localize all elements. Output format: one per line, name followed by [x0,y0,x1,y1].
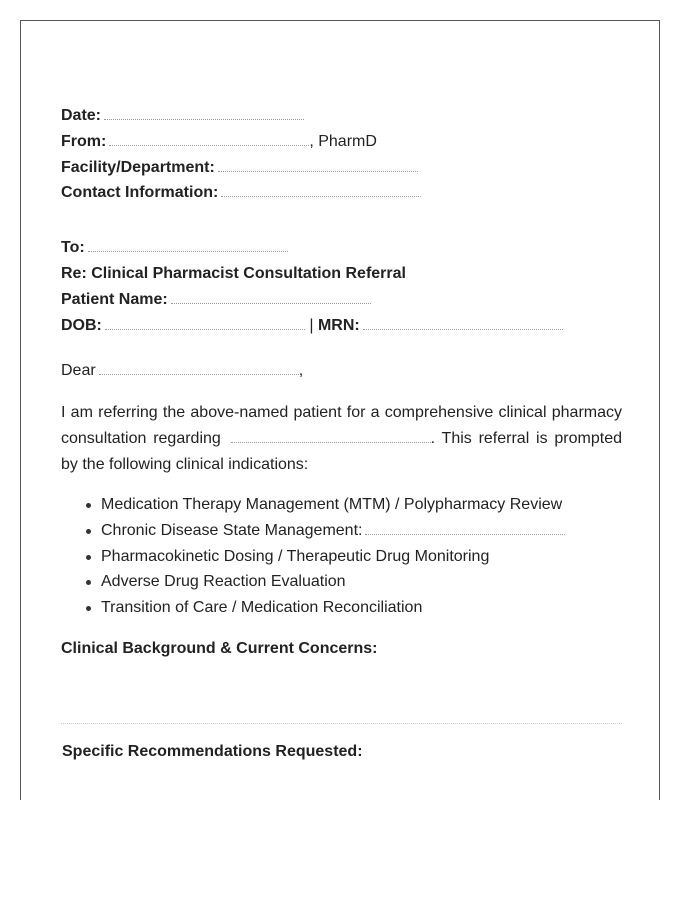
re-line: Re: Clinical Pharmacist Consultation Referral [61,264,406,282]
to-blank[interactable] [88,237,288,252]
consultation-reason-blank[interactable] [231,428,431,443]
bullet-icon [86,555,91,560]
from-line [61,129,622,155]
dob-mrn-line [61,313,622,339]
date-line [61,103,622,129]
background-heading: Clinical Background & Current Concerns: [61,639,378,657]
patient-name-line [61,287,622,313]
list-item [61,595,622,621]
indication-text: Transition of Care / Medication Reconciliation [101,598,423,616]
date-blank[interactable] [104,105,304,120]
dob-blank[interactable] [105,315,305,330]
contact-line [61,180,622,206]
intro-text-part1: I am referring the above-named patient for a comprehensive clinical pharmacy consultation regarding [61,404,622,448]
indication-text: Adverse Drug Reaction Evaluation [101,573,346,591]
contact-label: Contact Information: [61,184,219,202]
patient-name-blank[interactable] [171,289,371,304]
from-label: From: [61,132,107,150]
bullet-icon [86,580,91,585]
list-item [61,492,622,518]
list-item [61,544,622,570]
date-label: Date: [61,107,102,124]
bullet-icon [86,606,91,611]
from-suffix: , PharmD [309,132,377,150]
intro-paragraph [61,400,622,478]
from-blank[interactable] [109,131,309,146]
facility-label: Facility/Department: [61,158,215,176]
salutation-line [61,358,622,384]
mrn-label: MRN: [317,316,360,334]
letter-content [61,103,622,762]
facility-line [61,155,622,181]
salutation-dear: Dear [61,362,96,380]
intro-text-part2: . This referral is prompted by the following clinical indications: [61,430,622,474]
to-line [61,235,622,261]
facility-blank[interactable] [218,157,418,172]
list-item [61,569,622,595]
to-label: To: [61,239,85,257]
mrn-separator: | [309,316,314,334]
patient-name-label: Patient Name: [61,290,168,308]
indication-text: Pharmacokinetic Dosing / Therapeutic Drug Monitoring [101,547,490,565]
indication-text: Medication Therapy Management (MTM) / Polypharmacy Review [101,496,563,514]
dob-label: DOB: [61,316,102,334]
indication-text: Chronic Disease State Management: [101,521,363,539]
letter-page [20,20,660,800]
salutation-comma: , [298,362,304,380]
list-item [61,518,622,544]
indications-list [61,492,622,620]
disease-state-blank[interactable] [365,520,565,535]
recommendations-heading: Specific Recommendations Requested: [62,742,363,760]
contact-blank[interactable] [221,182,421,197]
bullet-icon [86,529,91,534]
bullet-icon [86,503,91,508]
mrn-blank[interactable] [363,315,563,330]
salutation-blank[interactable] [99,360,299,375]
